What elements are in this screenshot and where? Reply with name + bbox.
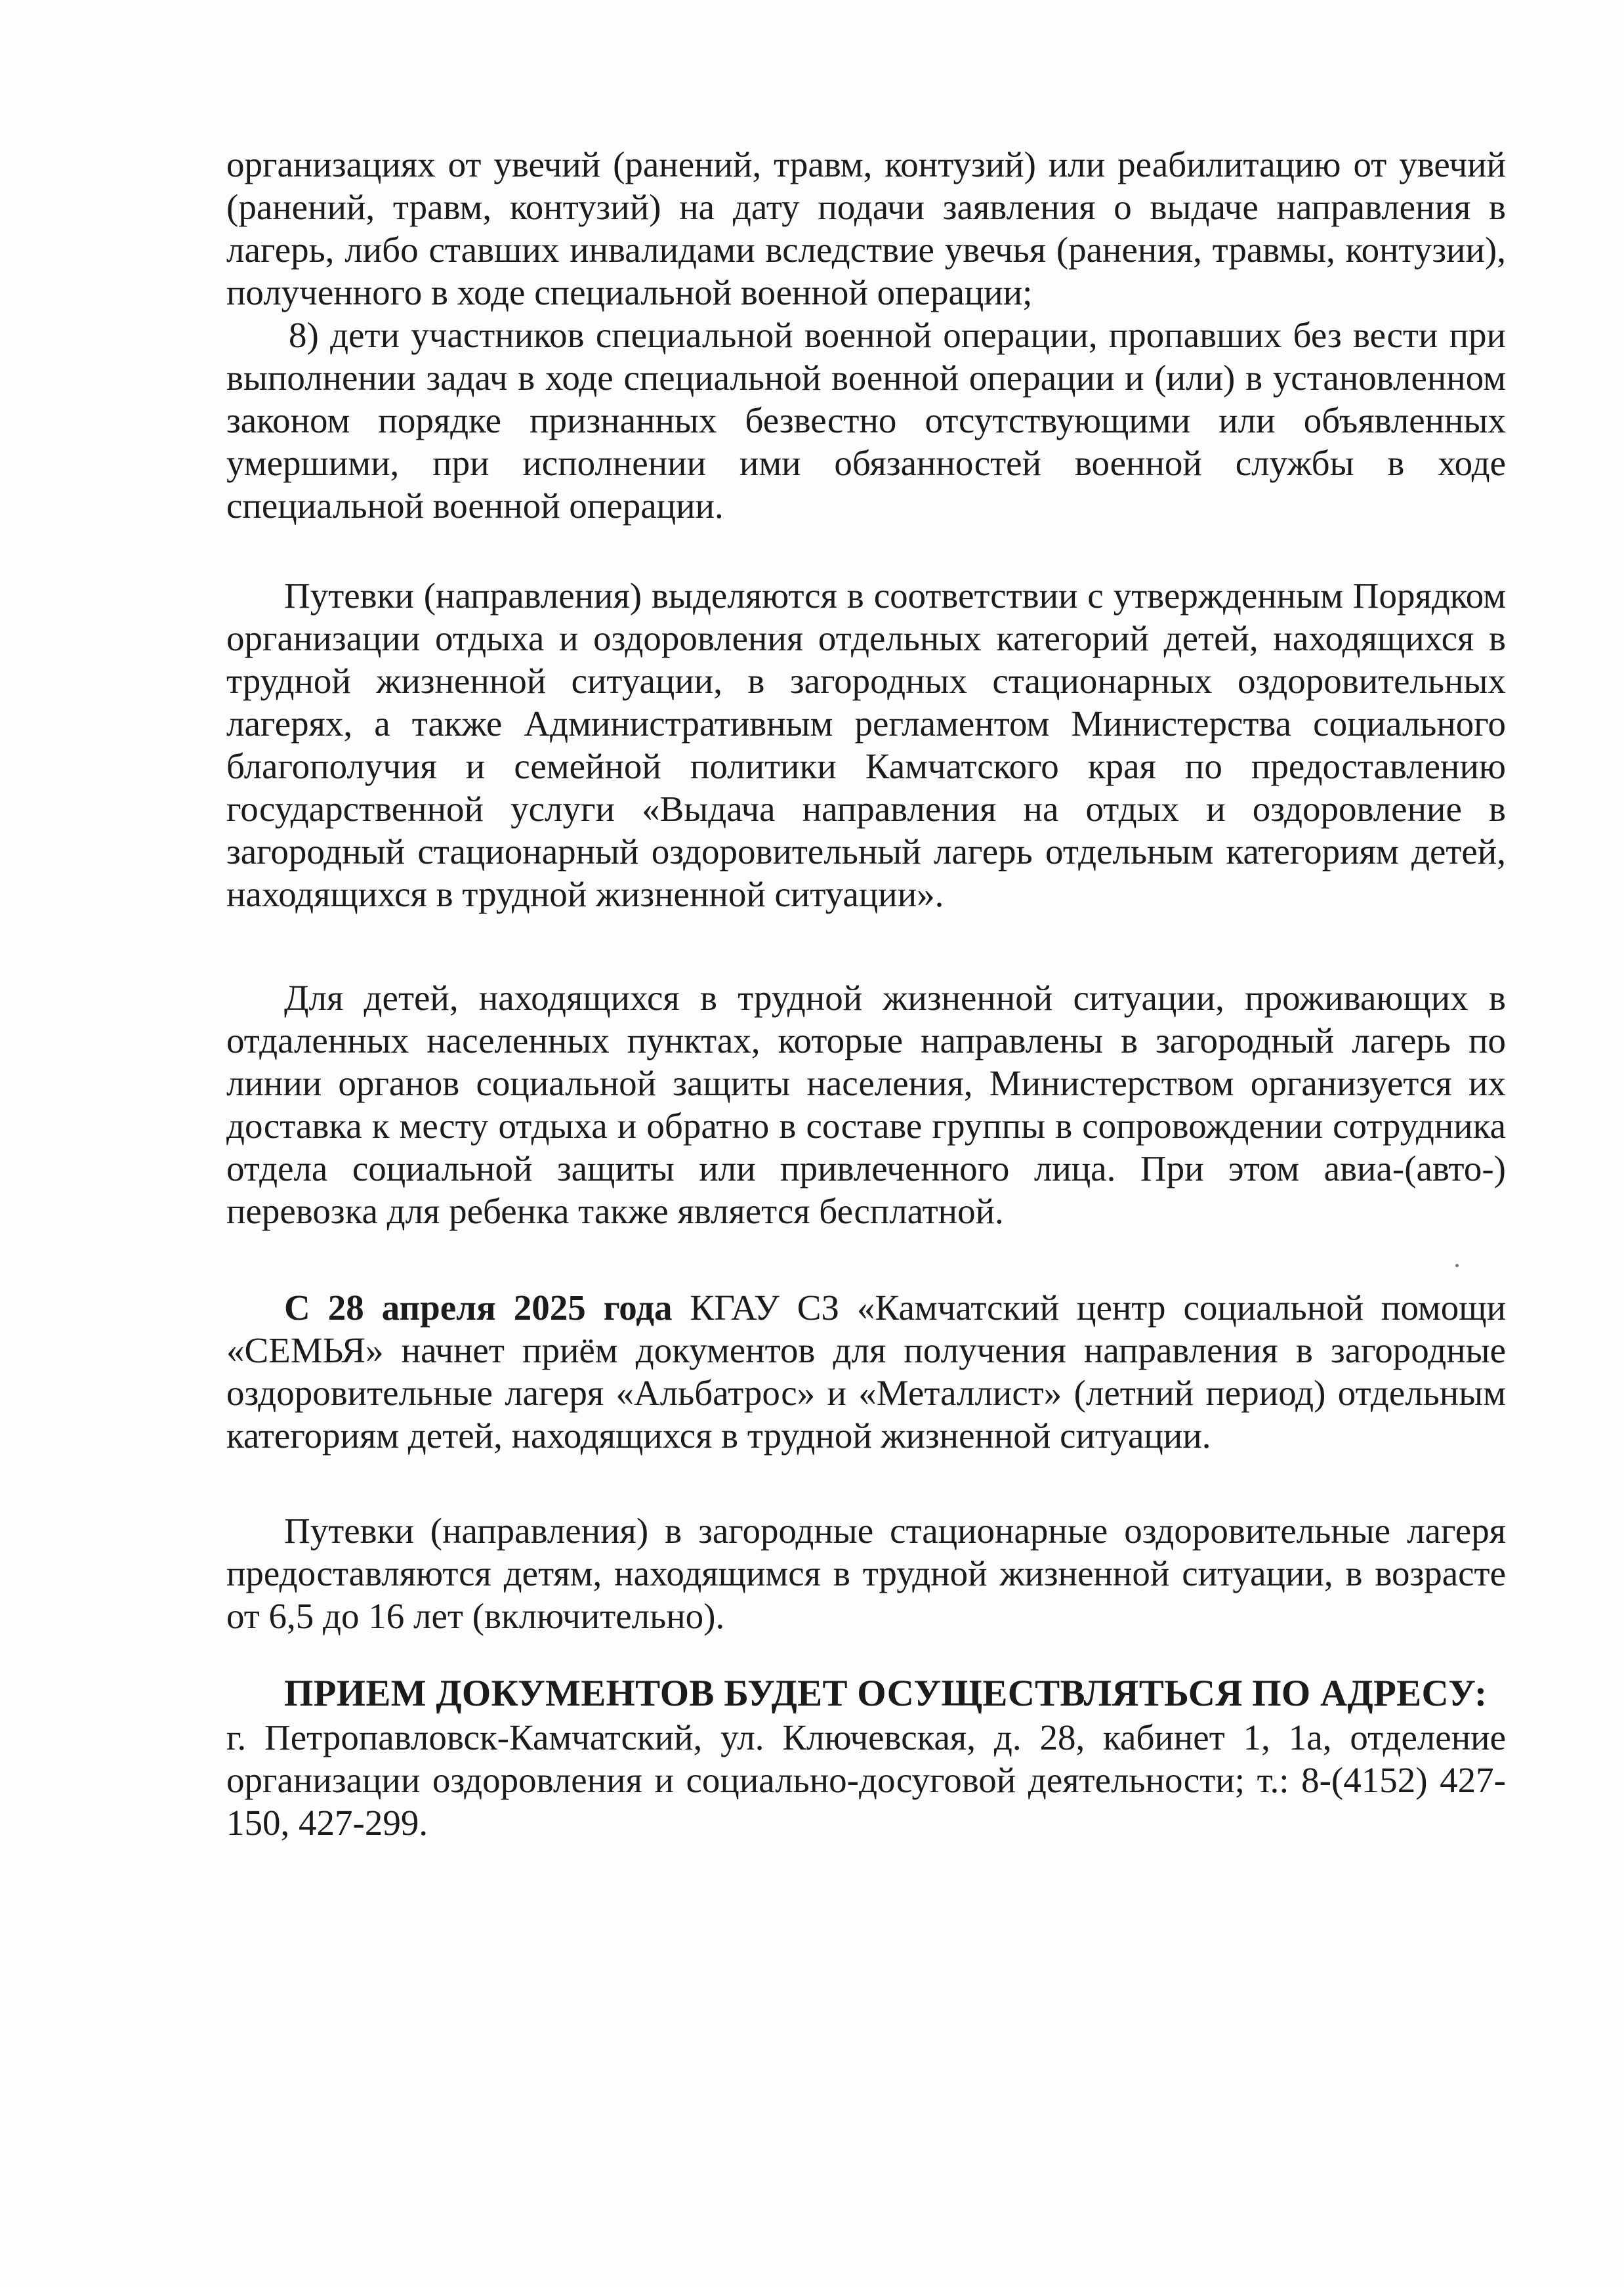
paragraph-text: Путевки (направления) в загородные стационарные оздоровительные лагеря предоставляются детям, находящимся в трудной жизненной ситуации, в возрасте от 6,5 до 16 лет (включительно).	[226, 1511, 1506, 1636]
paragraph-item-8	[226, 314, 1506, 527]
paragraph-text: организациях от увечий (ранений, травм, контузий) или реабилитацию от увечий (ранений, травм, контузий) на дату подачи заявления о выдаче направления в лагерь, либо ставших инвалидами вследствие увечья (ранения, травмы, контузии), полученного в ходе специальной военной операции;	[226, 144, 1506, 312]
paragraph-text: 8) дети участников специальной военной операции, пропавших без вести при выполнении задач в ходе специальной военной операции и (или) в установленном законом порядке признанных безвестно отсутствующими или объявленных умершими, при исполнении ими обязанностей военной службы в ходе специальной военной операции.	[226, 315, 1506, 526]
paragraph-text: г. Петропавловск-Камчатский, ул. Ключевская, д. 28, кабинет 1, 1а, отделение организации оздоровления и социально-досуговой деятельности; т.: 8-(4152) 427-150, 427-299.	[226, 1717, 1506, 1843]
start-date-bold: С 28 апреля 2025 года	[284, 1288, 673, 1328]
paragraph-top-continuation	[226, 143, 1506, 314]
paragraph-vouchers	[226, 574, 1506, 915]
paragraph-start-date	[226, 1286, 1506, 1457]
paragraph-delivery	[226, 976, 1506, 1232]
paragraph-text: Путевки (направления) выделяются в соответствии с утвержденным Порядком организации отдыха и оздоровления отдельных категорий детей, находящихся в трудной жизненной ситуации, в загородных стационарных оздоровительных лагерях, а также Административным регламентом Министерства социального благополучия и семейной политики Камчатского края по предоставлению государственной услуги «Выдача направления на отдых и оздоровление в загородный стационарный оздоровительный лагерь отдельным категориям детей, находящихся в трудной жизненной ситуации».	[226, 576, 1506, 914]
scan-speck	[1455, 1264, 1459, 1267]
paragraph-text	[226, 1286, 1506, 1457]
paragraph-text: Для детей, находящихся в трудной жизненной ситуации, проживающих в отдаленных населенных пунктах, которые направлены в загородный лагерь по линии органов социальной защиты населения, Министерством организуется их доставка к месту отдыха и обратно в составе группы в сопровождении сотрудника отдела социальной защиты или привлеченного лица. При этом авиа-(авто-) перевозка для ребенка также является бесплатной.	[226, 978, 1506, 1231]
start-date-rest: КГАУ СЗ «Камчатский центр социальной помощи «СЕМЬЯ» начнет приём документов для получения направления в загородные оздоровительные лагеря «Альбатрос» и «Металлист» (летний период) отдельным категориям детей, находящихся в трудной жизненной ситуации.	[226, 1288, 1507, 1456]
address-heading: ПРИЕМ ДОКУМЕНТОВ БУДЕТ ОСУЩЕСТВЛЯТЬСЯ ПО АДРЕСУ:	[284, 1673, 1488, 1714]
paragraph-age	[226, 1509, 1506, 1637]
address-text	[226, 1716, 1506, 1844]
